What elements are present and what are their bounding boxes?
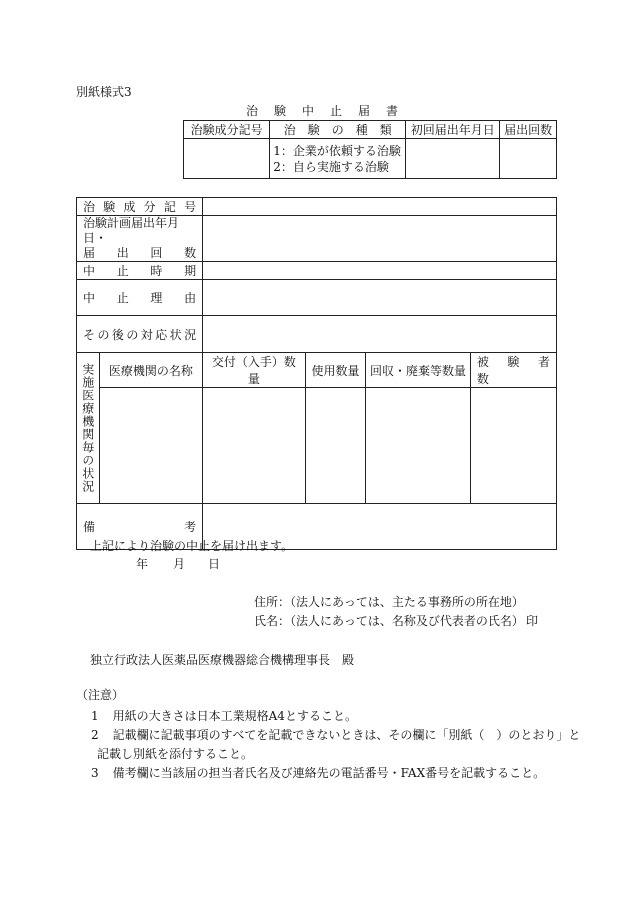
field-stop-period[interactable] <box>203 262 557 280</box>
note-2-num: 2 <box>91 728 99 742</box>
addressee: 独立行政法人医薬品医療機器総合機構理事長 殿 <box>90 653 355 667</box>
note-1 <box>91 707 357 724</box>
cell-count[interactable] <box>500 139 557 179</box>
trial-type-table <box>183 120 557 179</box>
declaration: 上記により治験の中止を届け出ます。 <box>90 539 294 553</box>
notes-heading: （注意） <box>76 688 125 702</box>
field-followup[interactable] <box>203 316 557 353</box>
date-day: 日 <box>208 557 221 571</box>
field-used[interactable] <box>305 388 366 504</box>
sub-header-institution: 医療機関の名称 <box>99 353 203 388</box>
page-title: 治 験 中 止 届 書 <box>246 104 401 118</box>
sub-header-issued: 交付（入手）数量 <box>203 353 306 388</box>
note-3-num: 3 <box>91 766 99 780</box>
note-1-num: 1 <box>91 709 99 723</box>
row-label-followup: その後の対応状況 <box>77 316 203 353</box>
field-stop-reason[interactable] <box>203 280 557 316</box>
date-month: 月 <box>173 557 186 571</box>
cell-trial-type <box>270 139 406 179</box>
field-institution[interactable] <box>99 388 203 504</box>
row-label-component-code: 治験成分記号 <box>77 198 203 216</box>
note-1-text: 用紙の大きさは日本工業規格A4とすること。 <box>112 709 357 723</box>
field-component-code[interactable] <box>203 198 557 216</box>
header-component-code: 治験成分記号 <box>184 121 270 139</box>
seal-mark: 印 <box>526 614 539 628</box>
note-3 <box>91 764 545 781</box>
side-label-cell <box>77 353 100 504</box>
trial-type-option-2: 2：自ら実施する治験 <box>273 159 389 174</box>
header-first-date: 初回届出年月日 <box>406 121 500 139</box>
field-issued[interactable] <box>203 388 306 504</box>
sub-header-recovered: 回収・廃棄等数量 <box>366 353 471 388</box>
note-3-text: 備考欄に当該届の担当者氏名及び連絡先の電話番号・FAX番号を記載すること。 <box>112 766 546 780</box>
row-label-stop-period: 中 止 時 期 <box>77 262 203 280</box>
header-count: 届出回数 <box>500 121 557 139</box>
plan-date-line2: 届 出 回 数 <box>83 246 197 260</box>
date-year: 年 <box>136 557 149 571</box>
field-plan-date[interactable] <box>203 216 557 262</box>
remarks-right: 考 <box>184 520 197 534</box>
main-form-table <box>76 197 563 550</box>
address-line: 住所：（法人にあっては、主たる事務所の所在地） <box>254 595 524 609</box>
note-2 <box>91 726 580 743</box>
note-2-cont: 記載し別紙を添付すること。 <box>97 747 254 761</box>
header-trial-type: 治 験 の 種 類 <box>270 121 406 139</box>
cell-component-code[interactable] <box>184 139 270 179</box>
row-label-plan-date <box>77 216 203 262</box>
sub-header-subjects: 被 験 者 数 <box>470 353 556 388</box>
remarks-left: 備 <box>83 520 96 534</box>
cell-first-date[interactable] <box>406 139 500 179</box>
form-id: 別紙様式3 <box>76 85 132 99</box>
field-recovered[interactable] <box>366 388 471 504</box>
row-label-stop-reason: 中 止 理 由 <box>77 280 203 316</box>
plan-date-line1: 治験計画届出年月日・ <box>83 216 180 245</box>
note-2-text: 記載欄に記載事項のすべてを記載できないときは、その欄に「別紙（ ）のとおり」と <box>112 728 581 742</box>
trial-type-option-1: 1：企業が依頼する治験 <box>273 143 401 158</box>
sub-header-used: 使用数量 <box>305 353 366 388</box>
side-label: 実施医療機関毎の状況 <box>80 363 95 493</box>
field-subjects[interactable] <box>470 388 556 504</box>
name-line: 氏名：（法人にあっては、名称及び代表者の氏名） <box>254 614 524 628</box>
